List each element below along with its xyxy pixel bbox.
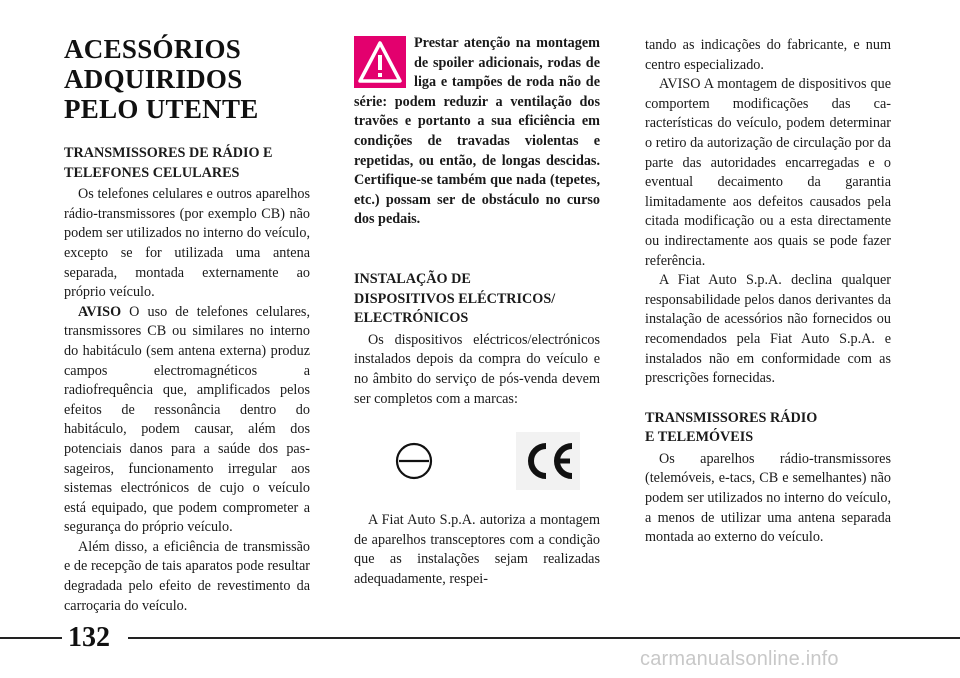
footer-rule-left [0,637,62,639]
paragraph: Os telefones celulares e outros aparelhos rádio-transmissores (por exemplo CB) não podem ser utilizados no interno do veículo, excepto se for utilizada uma antena separada, montada externamente ao próprio veículo. [64,186,310,301]
heading-line: ELECTRÓNICOS [354,310,469,327]
title-line-1: ACESSÓRIOS [64,34,242,64]
paragraph: A Fiat Auto S.p.A. autoriza a montagem de aparelhos transceptores com a condição que as instalações sejam realizadas adequadamente, respei- [354,512,600,587]
e-mark-icon [392,439,436,483]
section-heading-radio-mobiles [645,409,891,448]
page-title [64,34,310,124]
page-number: 132 [68,622,110,653]
ce-mark-icon [516,432,580,490]
section-heading-radio-phones [64,144,310,183]
aviso-text: O uso de telefones celulares, transmissores CB ou similares no interno do habitáculo (sem antena externa) produz campos electromagnéticos a radiofrequência que, amplificados pelos efeitos de ressonância dentro do habitáculo, podem causar, além dos potenciais danos para a saúde dos passageiros, funcionamento irregular aos sistemas electrónicos de cujo o veículo está equipado, que podem comprometer a segurança do próprio veículo. [64,303,310,536]
warning-text: Prestar atenção na montagem de spoiler adicionais, rodas de liga e tampões de roda não de série: podem reduzir a ventilação dos travões e portanto a sua eficiência em condições de travadas violentas e repetidas, ou então, de longas descidas. Certifique-se também que nada (tepetes, etc.) possam ser de obstáculo no curso dos pedais. [354,35,600,228]
heading-line: E TELEMÓVEIS [645,429,754,446]
aviso-label: AVISO [78,303,122,320]
watermark: carmanualsonline.info [640,648,839,670]
section-heading-electrical-devices [354,270,600,329]
heading-line: INSTALAÇÃO DE [354,270,471,287]
paragraph: Além disso, a eficiência de transmissão e de recepção de tais aparatos pode resultar degradada pelo efeito de revestimento da carroçaria do veículo. [64,538,310,614]
paragraph: tando as indicações do fabricante, e num centro especializado. [645,37,891,73]
title-line-3: PELO UTENTE [64,94,259,124]
paragraph: A Fiat Auto S.p.A. declina qualquer responsabilidade pelos danos derivantes da instalação de acessórios não fornecidos ou recomendados pela Fiat Auto S.p.A. e instalados não em conformidade com as prescrições fornecidas. [645,272,891,387]
heading-line: DISPOSITIVOS ELÉCTRICOS/ [354,290,556,307]
heading-line: TRANSMISSORES RÁDIO [645,409,818,426]
footer-rule-right [128,637,960,639]
right-column [645,36,891,548]
title-line-2: ADQUIRIDOS [64,64,243,94]
warning-triangle-icon [354,36,406,88]
paragraph: AVISO A montagem de dispositivos que comportem modificações das características do veículo, podem determinar o retiro da autorização de circulação por da parte das autoridades encarregadas e o eventual decaimento da garantia limitadamente aos defeitos causados pela citada modificação ou a esta directamente ou indirectamente aos quais se pode fazer referência. [645,76,891,269]
middle-column [354,34,600,589]
heading-line: TELEFONES CELULARES [64,164,240,181]
warning-block [354,34,600,230]
paragraph: Os dispositivos eléctricos/electrónicos instalados depois da compra do veículo e no âmbito do serviço de pós-venda devem ser completos com a marcas: [354,331,600,407]
heading-line: TRANSMISSORES DE RÁDIO E [64,145,273,161]
paragraph: Os aparelhos rádio-transmissores (telemóveis, e-tacs, CB e semelhantes) não podem ser utilizados no interno do veículo, a menos de utilizar uma antena separada montada ao externo do veículo. [645,450,891,546]
left-column [64,34,310,616]
aviso-paragraph [64,303,310,538]
certification-marks [392,431,580,491]
